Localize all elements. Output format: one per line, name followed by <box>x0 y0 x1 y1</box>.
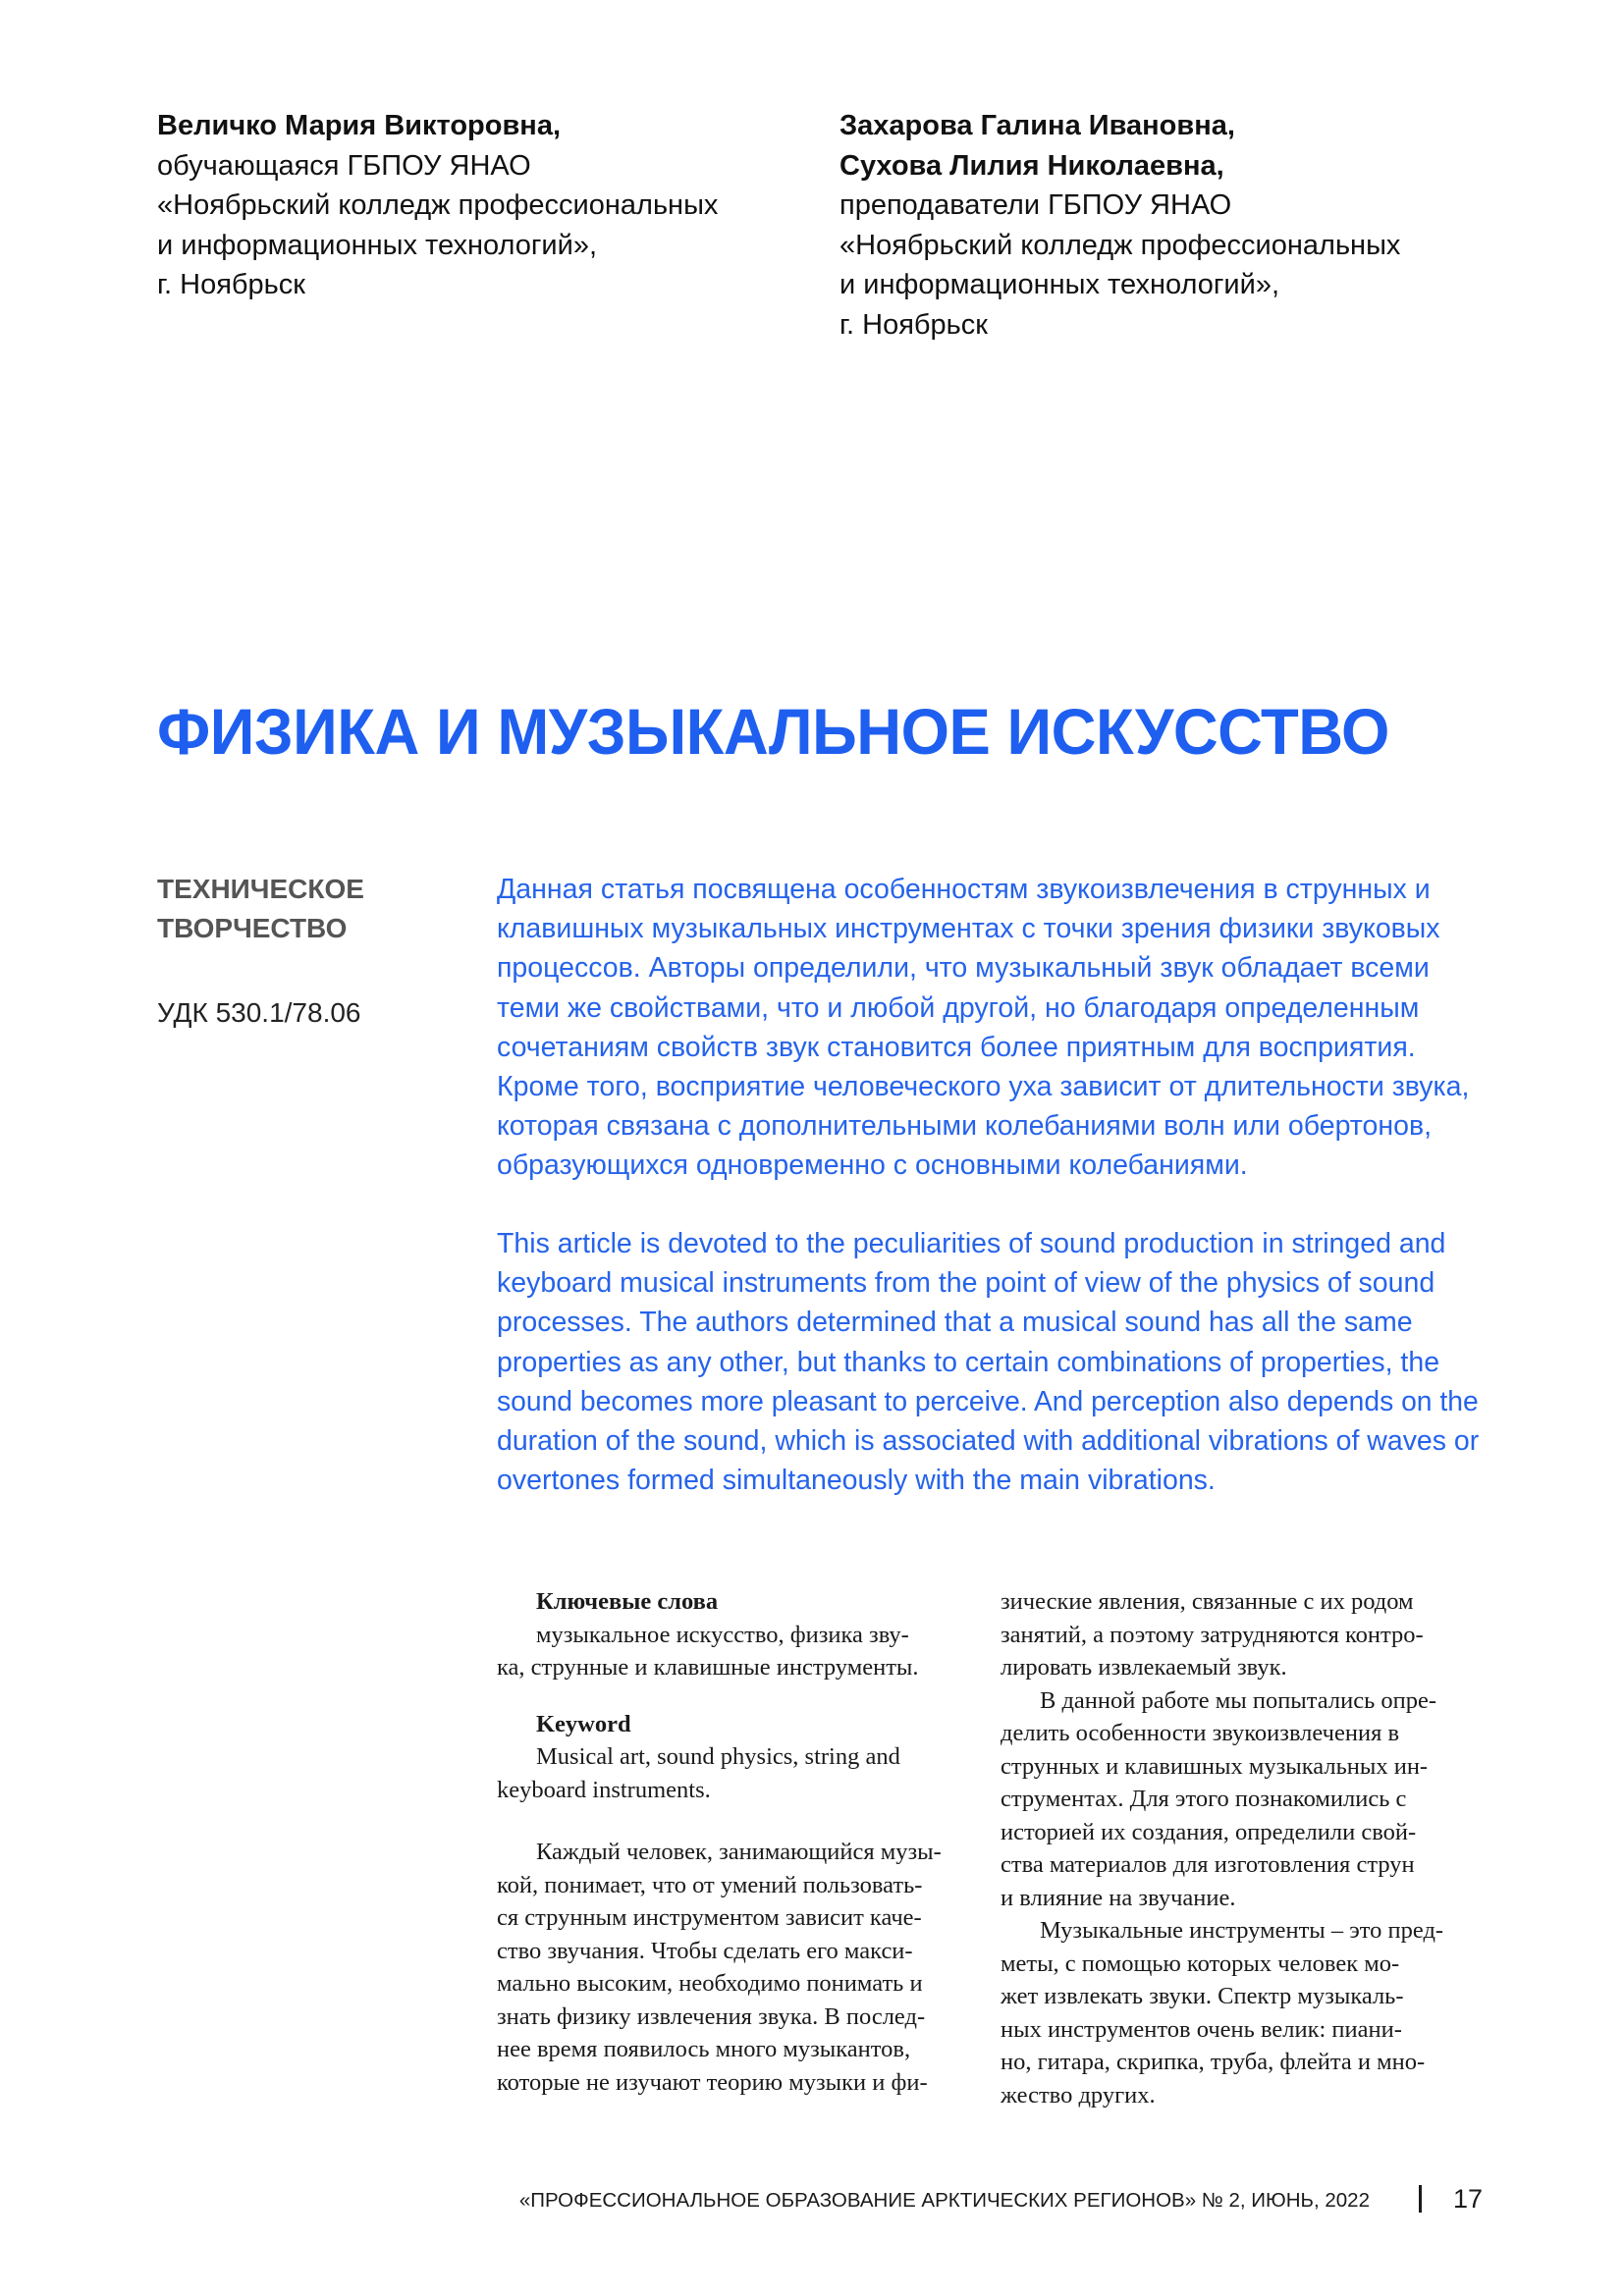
author-name: Величко Мария Викторовна, <box>157 110 561 141</box>
body-line: делить особенности звукоизвлечения в <box>1001 1720 1400 1746</box>
body-line: Музыкальные инструменты – это пред- <box>1040 1917 1444 1944</box>
body-line: но, гитара, скрипка, труба, флейта и мно- <box>1001 2049 1426 2075</box>
body-line: Каждый человек, занимающийся музы- <box>536 1839 942 1865</box>
body-line: занятий, а поэтому затрудняются контро- <box>1001 1621 1424 1648</box>
abstract-line: duration of the sound, which is associated with additional vibrations of waves or <box>497 1425 1480 1458</box>
keywords-heading: Ключевые слова <box>536 1588 719 1615</box>
body-line: ство звучания. Чтобы сделать его макси- <box>497 1937 913 1964</box>
rubric-line: ТЕХНИЧЕСКОЕ <box>157 874 364 904</box>
body-line: лировать извлекаемый звук. <box>1001 1654 1287 1681</box>
abstract-line: образующихся одновременно с основными колебаниями. <box>497 1149 1248 1182</box>
body-line: ся струнным инструментом зависит каче- <box>497 1904 922 1931</box>
keywords-line-en: Musical art, sound physics, string and <box>536 1743 900 1770</box>
abstract-line: Кроме того, восприятие человеческого уха зависит от длительности звука, <box>497 1071 1470 1103</box>
abstract-line: процессов. Авторы определили, что музыкальный звук обладает всеми <box>497 952 1430 985</box>
author-name: Захарова Галина Ивановна, <box>839 110 1235 141</box>
author-affiliation-line: и информационных технологий», <box>157 229 598 261</box>
abstract-line: properties as any other, but thanks to certain combinations of properties, the <box>497 1346 1440 1378</box>
abstract-line: processes. The authors determined that a musical sound has all the same <box>497 1307 1413 1339</box>
author-block-teachers <box>839 106 1400 345</box>
author-affiliation-line: г. Ноябрьск <box>839 308 988 341</box>
body-column-right <box>1001 1585 1478 2111</box>
abstract-line: Данная статья посвящена особенностям звукоизвлечения в струнных и <box>497 874 1431 905</box>
abstract-english <box>497 1224 1479 1500</box>
abstract-line: overtones formed simultaneously with the main vibrations. <box>497 1465 1216 1497</box>
journal-name: «ПРОФЕССИОНАЛЬНОЕ ОБРАЗОВАНИЕ АРКТИЧЕСКИХ РЕГИОНОВ» № 2, ИЮНЬ, 2022 <box>518 2189 1370 2212</box>
body-line: В данной работе мы попытались опре- <box>1040 1686 1437 1714</box>
body-line: мально высоким, необходимо понимать и <box>497 1970 923 1997</box>
page-footer <box>518 2181 1483 2220</box>
rubric-label <box>157 870 412 948</box>
body-line: и влияние на звучание. <box>1001 1884 1236 1911</box>
body-line: знать физику извлечения звука. В послед- <box>497 2002 926 2030</box>
body-line: зические явления, связанные с их родом <box>1001 1588 1414 1615</box>
body-line: струнных и клавишных музыкальных ин- <box>1001 1752 1429 1780</box>
keywords-heading-en: Keyword <box>536 1710 631 1737</box>
body-line: ных инструментов очень велик: пиани- <box>1001 2015 1402 2043</box>
spacer <box>497 1684 974 1708</box>
abstract-russian <box>497 870 1479 1186</box>
abstract-line: keyboard musical instruments from the point of view of the physics of sound <box>497 1267 1435 1300</box>
abstract-line: которая связана с дополнительными колебаниями волн или обертонов, <box>497 1110 1433 1143</box>
body-line: жет извлекать звуки. Спектр музыкаль- <box>1001 1983 1404 2009</box>
abstract-line: This article is devoted to the peculiarities of sound production in stringed and <box>497 1228 1446 1259</box>
udk-code: УДК 530.1/78.06 <box>157 997 361 1028</box>
abstract-line: sound becomes more pleasant to perceive. And perception also depends on the <box>497 1385 1479 1417</box>
author-affiliation-line: «Ноябрьский колледж профессиональных <box>839 229 1401 261</box>
abstract-line: теми же свойствами, что и любой другой, но благодаря определенным <box>497 991 1420 1024</box>
body-line: жество других. <box>1001 2081 1156 2109</box>
abstract-line: клавишных музыкальных инструментах с точки зрения физики звуковых <box>497 913 1440 945</box>
author-name: Сухова Лилия Николаевна, <box>839 149 1224 182</box>
rubric-line: ТВОРЧЕСТВО <box>157 913 348 943</box>
body-line: ства материалов для изготовления струн <box>1001 1851 1415 1878</box>
body-line: меты, с помощью которых человек мо- <box>1001 1949 1400 1977</box>
author-affiliation-line: преподаватели ГБПОУ ЯНАО <box>839 189 1232 221</box>
author-affiliation-line: обучающаяся ГБПОУ ЯНАО <box>157 149 531 182</box>
keywords-line: ка, струнные и клавишные инструменты. <box>497 1654 919 1681</box>
body-line: историей их создания, определили свой- <box>1001 1818 1417 1845</box>
author-affiliation-line: и информационных технологий», <box>839 269 1280 300</box>
abstract-line: сочетаниям свойств звук становится более приятным для восприятия. <box>497 1031 1416 1063</box>
keywords-line: музыкальное искусство, физика зву- <box>536 1621 909 1648</box>
body-line: которые не изучают теорию музыки и фи- <box>497 2068 928 2096</box>
spacer <box>497 1806 974 1836</box>
page-number: 17 <box>1452 2184 1483 2214</box>
footer-divider <box>1419 2185 1422 2213</box>
body-line: струментах. Для этого познакомились с <box>1001 1786 1407 1812</box>
author-affiliation-line: «Ноябрьский колледж профессиональных <box>157 189 719 221</box>
author-affiliation-line: г. Ноябрьск <box>157 269 305 300</box>
body-column-left <box>497 1585 974 2099</box>
body-line: нее время появилось много музыкантов, <box>497 2036 911 2062</box>
keywords-line-en: keyboard instruments. <box>497 1776 711 1803</box>
author-block-student <box>157 106 718 305</box>
article-title: ФИЗИКА И МУЗЫКАЛЬНОЕ ИСКУССТВО <box>157 695 1389 768</box>
body-line: кой, понимает, что от умений пользовать- <box>497 1871 923 1898</box>
